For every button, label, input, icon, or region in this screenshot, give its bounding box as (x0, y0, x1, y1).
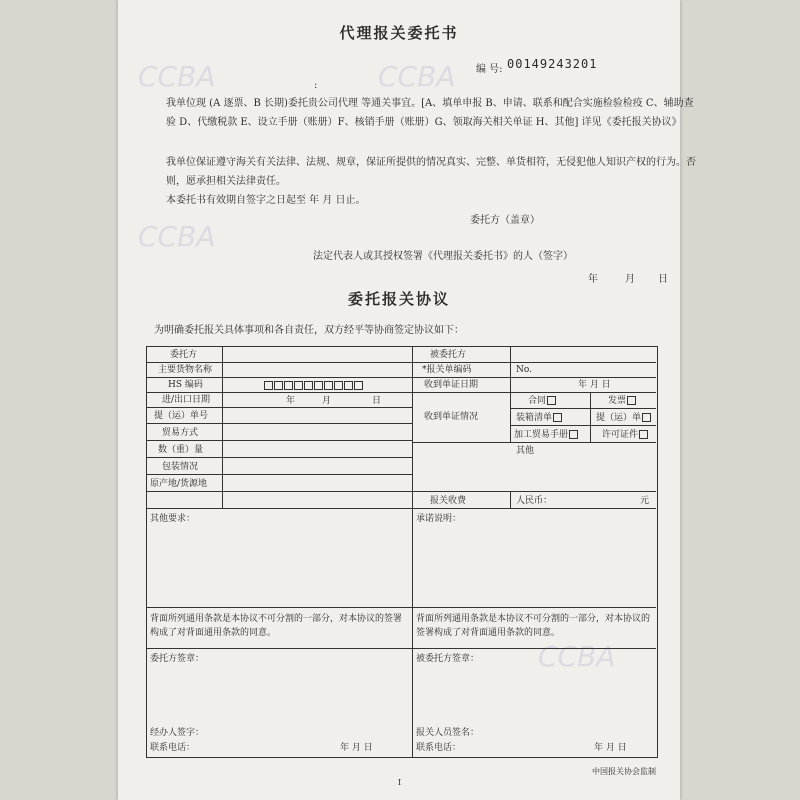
date-day: 日 (658, 274, 668, 285)
label-ie-date: 进/出口日期 (162, 395, 211, 405)
label-agent: 被委托方 (430, 350, 467, 360)
date-right: 年 月 日 (594, 743, 627, 753)
form-page (118, 0, 696, 800)
label-hs-code: HS 编码 (168, 380, 203, 390)
row-line (412, 392, 656, 393)
doc-bl[interactable] (596, 412, 651, 424)
doc-processing-manual[interactable] (514, 429, 578, 441)
row-line (510, 408, 656, 409)
row-line (146, 407, 412, 408)
right-col-divider (510, 392, 511, 442)
row-line (146, 457, 412, 458)
label-fee: 报关收费 (430, 496, 467, 506)
invoice-checkbox[interactable] (627, 396, 636, 405)
declaration-no-value: No. (516, 365, 532, 375)
page-title: 代理报关委托书 (339, 24, 459, 42)
row-line (146, 440, 412, 441)
label-phone-left: 联系电话： (150, 743, 196, 753)
doc-packing-label: 装箱清单 (516, 413, 553, 423)
label-packing: 包装情况 (162, 462, 199, 472)
fee-currency: 人民币： (516, 496, 553, 506)
serial-number: 00149243201 (507, 57, 598, 71)
row-line (146, 491, 412, 492)
label-principal: 委托方 (170, 350, 198, 360)
row-line (146, 607, 656, 608)
ie-date-year: 年 (286, 396, 296, 406)
label-agent-sign: 被委托方签章： (416, 654, 480, 664)
label-principal-sign: 委托方签章： (150, 654, 205, 664)
validity-line: 本委托书有效期自签字之日起至 年 月 日止。 (166, 195, 366, 206)
doc-invoice[interactable] (608, 395, 636, 407)
principal-seal-label: 委托方（盖章） (470, 215, 540, 226)
terms-right: 背面所列通用条款是本协议不可分割的一部分，对本协议的签署构成了对背面通用条款的同意。 (416, 614, 651, 638)
doc-contract[interactable] (528, 395, 556, 407)
doc-contract-label: 合同 (528, 396, 547, 406)
row-line (146, 362, 412, 363)
table-divider (412, 346, 413, 758)
doc-bl-label: 提（运）单 (596, 413, 642, 423)
label-handler-sign: 经办人签字： (150, 728, 205, 738)
ie-date-day: 日 (372, 396, 382, 406)
agreement-intro: 为明确委托报关具体事项和各自责任，双方经平等协商签定协议如下： (154, 325, 464, 336)
hs-digit-box[interactable] (294, 381, 303, 390)
entrust-paragraph-1: 我单位现 (A 逐票、B 长期)委托贵公司代理 等通关事宜。[A、填单申报 B、申请、联系和配合实施检验检疫 C、辅助查验 D、代缴税款 E、设立手册（账册）F、核销手册（账册）G、领取海关相关单证 H、其他] 详见《委托报关协议》 (166, 98, 694, 128)
row-line (146, 648, 656, 649)
watermark: CCBA (138, 60, 216, 93)
label-other-docs: 其他 (516, 446, 535, 456)
receive-date-value: 年 月 日 (578, 380, 611, 390)
label-receive-date: 收到单证日期 (424, 380, 479, 390)
hs-digit-box[interactable] (324, 381, 333, 390)
label-origin: 原产地/货源地 (150, 479, 208, 489)
doc-manual-label: 加工贸易手册 (514, 430, 569, 440)
label-other-requirements: 其他要求： (150, 514, 196, 524)
legal-rep-label: 法定代表人或其授权签署《代理报关委托书》的人（签字） (313, 251, 573, 262)
license-checkbox[interactable] (639, 430, 648, 439)
hs-digit-box[interactable] (354, 381, 363, 390)
left-col-divider (222, 346, 223, 508)
contract-checkbox[interactable] (547, 396, 556, 405)
right-col-divider (510, 491, 511, 508)
label-goods-name: 主要货物名称 (158, 365, 213, 375)
label-bl-number: 提（运）单号 (154, 411, 209, 421)
entrust-paragraph-2: 我单位保证遵守海关有关法律、法规、规章，保证所提供的情况真实、完整、单货相符，无侵犯他人知识产权的行为。否则，愿承担相关法律责任。 (166, 157, 696, 187)
label-phone-right: 联系电话： (416, 743, 462, 753)
row-line (412, 491, 656, 492)
hs-digit-box[interactable] (304, 381, 313, 390)
hs-digit-box[interactable] (274, 381, 283, 390)
row-line (510, 425, 656, 426)
doc-packing-list[interactable] (516, 412, 562, 424)
row-line (146, 377, 412, 378)
hs-code-boxes[interactable] (264, 381, 363, 390)
row-line (412, 442, 656, 443)
row-line (146, 392, 412, 393)
page-mark: I (398, 778, 402, 787)
agreement-title: 委托报关协议 (347, 290, 450, 308)
watermark: CCBA (538, 640, 616, 673)
label-trade-mode: 贸易方式 (162, 428, 199, 438)
label-quantity: 数（重）量 (158, 445, 204, 455)
hs-digit-box[interactable] (344, 381, 353, 390)
colon-mark: : (314, 80, 318, 91)
right-col-divider (510, 346, 511, 392)
supervisor-mark: 中国报关协会监制 (592, 767, 656, 776)
doc-license-label: 许可证件 (602, 430, 639, 440)
hs-digit-box[interactable] (314, 381, 323, 390)
label-declaration-no: *报关单编码 (422, 365, 472, 375)
ie-date-month: 月 (322, 396, 332, 406)
fee-unit: 元 (640, 496, 650, 506)
row-line (146, 423, 412, 424)
label-broker-sign: 报关人员签名： (416, 728, 480, 738)
date-year: 年 (588, 274, 598, 285)
label-commitment: 承诺说明： (416, 514, 462, 524)
row-line (412, 377, 656, 378)
bl-checkbox[interactable] (642, 413, 651, 422)
docs-col-divider (590, 392, 591, 442)
manual-checkbox[interactable] (569, 430, 578, 439)
watermark: CCBA (138, 220, 216, 253)
doc-license[interactable] (602, 429, 648, 441)
row-line (146, 508, 656, 509)
hs-digit-box[interactable] (334, 381, 343, 390)
date-left: 年 月 日 (340, 743, 373, 753)
date-month: 月 (625, 274, 635, 285)
packing-list-checkbox[interactable] (553, 413, 562, 422)
serial-label: 编 号: (476, 64, 503, 75)
watermark: CCBA (378, 60, 456, 93)
row-line (412, 362, 656, 363)
hs-digit-box[interactable] (284, 381, 293, 390)
row-line (146, 474, 412, 475)
terms-left: 背面所列通用条款是本协议不可分割的一部分，对本协议的签署构成了对背面通用条款的同意。 (150, 614, 403, 638)
label-receive-status: 收到单证情况 (424, 412, 479, 422)
hs-digit-box[interactable] (264, 381, 273, 390)
doc-invoice-label: 发票 (608, 396, 627, 406)
